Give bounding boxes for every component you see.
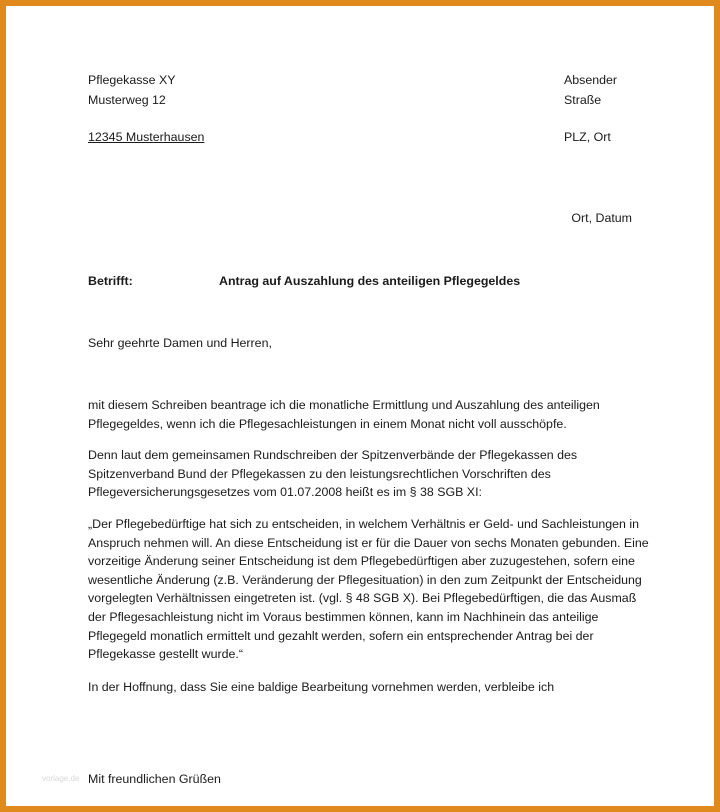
- paragraph-line: Spitzenverband Bund der Pflegekassen zu den leistungsrechtlichen Vorschriften des: [88, 466, 551, 481]
- subject-text: Antrag auf Auszahlung des anteiligen Pflegegeldes: [219, 274, 521, 288]
- paragraph-line: wesentliche Änderung (z.B. Veränderung der Pflegesituation) in den zum Zeitpunkt der Entscheidung: [88, 572, 642, 587]
- quote-paragraph: [88, 515, 648, 664]
- body-paragraph: [88, 396, 648, 433]
- sender-name: Absender: [564, 73, 618, 87]
- recipient-city: 12345 Musterhausen: [88, 130, 205, 144]
- salutation: Sehr geehrte Damen und Herren,: [88, 336, 272, 350]
- paragraph-line: vorzeitige Änderung seiner Entscheidung ist dem Pflegebedürftigen aber zuzugestehen, sofern eine: [88, 554, 635, 569]
- recipient-street: Musterweg 12: [88, 93, 166, 107]
- letter-page: [12, 12, 708, 800]
- paragraph-line: In der Hoffnung, dass Sie eine baldige Bearbeitung vornehmen werden, verbleibe ich: [88, 680, 555, 694]
- paragraph-line: „Der Pflegebedürftige hat sich zu entscheiden, in welchem Verhältnis er Geld- und Sachleistungen in: [88, 517, 640, 531]
- body-paragraph: [88, 678, 648, 697]
- recipient-name: Pflegekasse XY: [88, 73, 176, 87]
- paragraph-line: Denn laut dem gemeinsamen Rundschreiben der Spitzenverbände der Pflegekassen des: [88, 448, 578, 462]
- body-paragraph: [88, 446, 648, 502]
- paragraph-line: der Pflegesachleistung nicht im Voraus bestimmen können, kann im Nachhinein das anteilige: [88, 609, 599, 624]
- closing: Mit freundlichen Grüßen: [88, 772, 221, 786]
- sender-street: Straße: [564, 93, 602, 107]
- subject-label: Betrifft:: [88, 274, 133, 288]
- paragraph-line: Pflegeversicherungsgesetzes vom 01.07.2008 heißt es im § 38 SGB XI:: [88, 485, 482, 500]
- paragraph-line: Anspruch nehmen will. An diese Entscheidung ist er für die Dauer von sechs Monaten gebunden. Eine: [88, 535, 649, 550]
- place-date: Ort, Datum: [571, 211, 632, 225]
- paragraph-line: vorgelegten Verhältnissen eingetreten ist. (vgl. § 48 SGB X). Bei Pflegebedürftigen, die das Ausmaß: [88, 591, 637, 606]
- paragraph-line: Pflegekasse gestellt wurde.“: [88, 647, 243, 662]
- paragraph-line: mit diesem Schreiben beantrage ich die monatliche Ermittlung und Auszahlung des anteiligen: [88, 398, 600, 412]
- paragraph-line: Pflegegeldes, wenn ich die Pflegesachleistungen in einem Monat nicht voll ausschöpfe.: [88, 416, 567, 431]
- watermark: vorlage.de: [42, 774, 80, 783]
- paragraph-line: Pflegegeld monatlich ermittelt und gezahlt werden, sofern ein entsprechender Antrag bei der: [88, 628, 594, 643]
- sender-city: PLZ, Ort: [564, 130, 611, 144]
